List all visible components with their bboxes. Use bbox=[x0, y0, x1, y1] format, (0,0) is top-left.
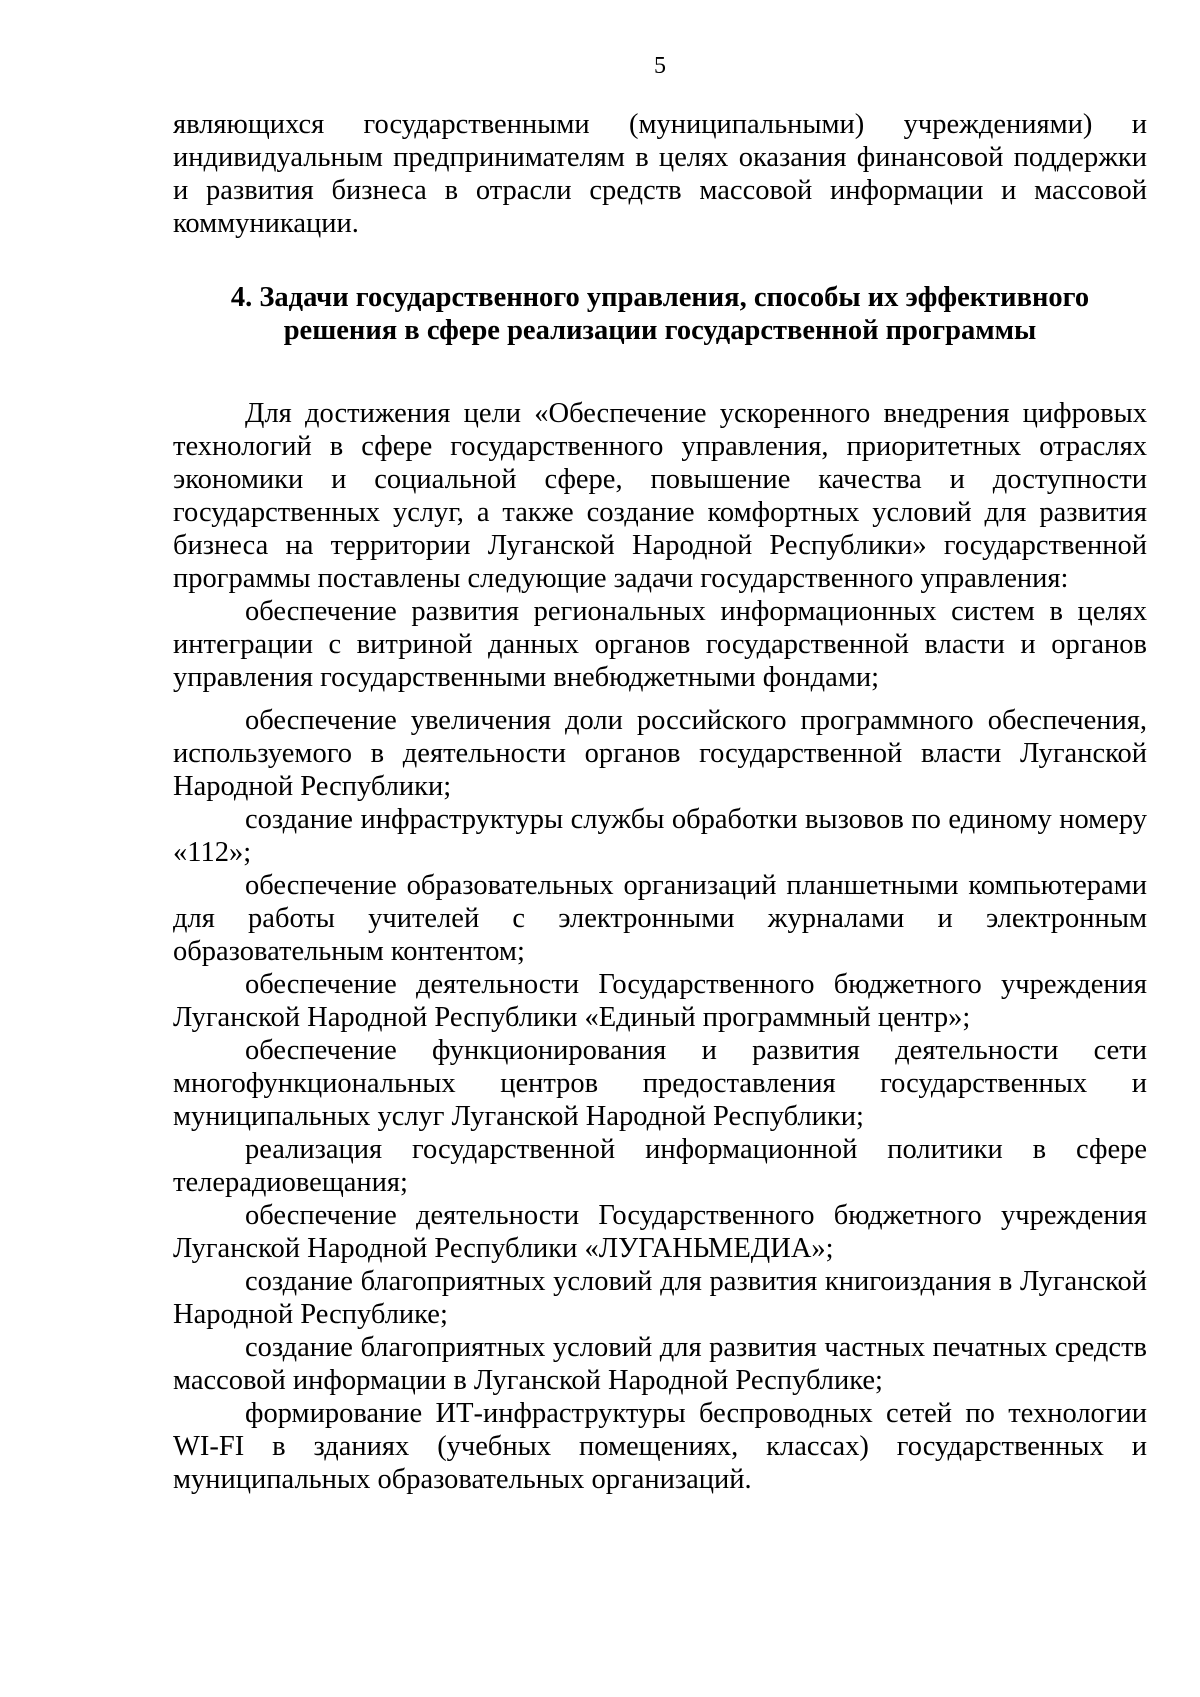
task-item: обеспечение деятельности Государственного бюджетного учреждения Луганской Народной Республики «Единый программный центр»; bbox=[173, 969, 1147, 1033]
task-item: обеспечение образовательных организаций планшетными компьютерами для работы учителей с электронными журналами и электронным образовательным контентом; bbox=[173, 870, 1147, 967]
task-item: формирование ИТ-инфраструктуры беспроводных сетей по технологии WI-FI в зданиях (учебных помещениях, классах) государственных и муниципальных образовательных организаций. bbox=[173, 1398, 1147, 1495]
section-heading-line-1: 4. Задачи государственного управления, способы их эффективного bbox=[230, 282, 1090, 313]
page-number: 5 bbox=[654, 53, 666, 79]
task-item: обеспечение функционирования и развития деятельности сети многофункциональных центров предоставления государственных и муниципальных услуг Луганской Народной Республики; bbox=[173, 1035, 1147, 1132]
continuation-paragraph: являющихся государственными (муниципальными) учреждениями) и индивидуальным предпринимателям в целях оказания финансовой поддержки и развития бизнеса в отрасли средств массовой информации и массовой коммуникации. bbox=[173, 109, 1147, 239]
section-heading bbox=[173, 281, 1147, 347]
document-page bbox=[173, 52, 1147, 1496]
task-item: создание инфраструктуры службы обработки вызовов по единому номеру «112»; bbox=[173, 804, 1147, 868]
task-item: обеспечение развития региональных информационных систем в целях интеграции с витриной данных органов государственной власти и органов управления государственными внебюджетными фондами; bbox=[173, 596, 1147, 693]
task-item: создание благоприятных условий для развития книгоиздания в Луганской Народной Республике; bbox=[173, 1266, 1147, 1330]
task-item: обеспечение деятельности Государственного бюджетного учреждения Луганской Народной Республики «ЛУГАНЬМЕДИА»; bbox=[173, 1200, 1147, 1264]
task-item: обеспечение увеличения доли российского программного обеспечения, используемого в деятельности органов государственной власти Луганской Народной Республики; bbox=[173, 705, 1147, 802]
task-item: реализация государственной информационной политики в сфере телерадиовещания; bbox=[173, 1134, 1147, 1198]
intro-paragraph: Для достижения цели «Обеспечение ускоренного внедрения цифровых технологий в сфере государственного управления, приоритетных отраслях экономики и социальной сфере, повышение качества и доступности государственных услуг, а также создание комфортных условий для развития бизнеса на территории Луганской Народной Республики» государственной программы поставлены следующие задачи государственного управления: bbox=[173, 398, 1147, 594]
section-heading-line-2: решения в сфере реализации государственной программы bbox=[283, 315, 1037, 346]
task-item: создание благоприятных условий для развития частных печатных средств массовой информации в Луганской Народной Республике; bbox=[173, 1332, 1147, 1396]
